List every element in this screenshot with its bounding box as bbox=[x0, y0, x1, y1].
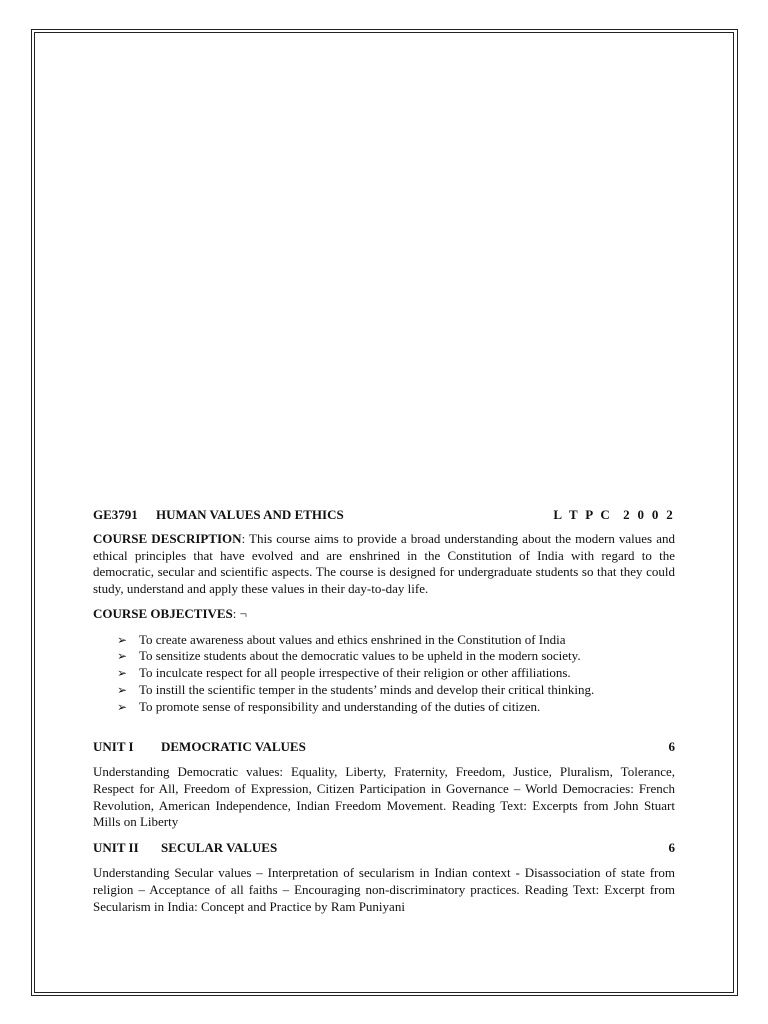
unit-1-title-block bbox=[93, 739, 306, 756]
objective-text: To inculcate respect for all people irrespective of their religion or other affiliations. bbox=[139, 665, 571, 681]
unit-2-title-block bbox=[93, 840, 277, 857]
unit-2-hours: 6 bbox=[668, 840, 675, 856]
objectives-list bbox=[93, 632, 675, 716]
unit-1-content: Understanding Democratic values: Equality, Liberty, Fraternity, Freedom, Justice, Pluralism, Tolerance, Respect for All, Freedom of Expression, Citizen Participation in Governance – World Democracies: French Revolution, American Independence, Indian Freedom Movement. Reading Text: Excerpts from John Stuart Mills on Liberty bbox=[93, 764, 675, 830]
arrow-bullet-icon: ➢ bbox=[117, 649, 128, 664]
objectives-heading bbox=[93, 606, 675, 623]
list-item bbox=[117, 648, 675, 665]
syllabus-content bbox=[93, 507, 675, 924]
list-item bbox=[117, 665, 675, 682]
arrow-bullet-icon: ➢ bbox=[117, 699, 128, 714]
unit-2-number: UNIT II bbox=[93, 840, 139, 856]
list-item bbox=[117, 632, 675, 649]
objectives-label: COURSE OBJECTIVES bbox=[93, 605, 233, 621]
unit-1-hours: 6 bbox=[668, 739, 675, 755]
course-code: GE3791 bbox=[93, 507, 138, 522]
course-ltpc: L T P C 2 0 0 2 bbox=[553, 507, 675, 522]
course-description bbox=[93, 531, 675, 598]
course-title-block bbox=[93, 507, 344, 524]
unit-2-header bbox=[93, 840, 675, 857]
course-description-text: : This course aims to provide a broad understanding about the modern values and ethical principles that have evolved and are enshrined in the Constitution of India with regard to the democratic, secular and scientific aspects. The course is designed for undergraduate students so that they could study, understand and apply these values in their day-to-day life. bbox=[93, 530, 675, 597]
unit-1-header bbox=[93, 739, 675, 756]
objective-text: To sensitize students about the democratic values to be upheld in the modern society. bbox=[139, 648, 581, 664]
arrow-bullet-icon: ➢ bbox=[117, 666, 128, 681]
course-header bbox=[93, 507, 675, 524]
course-description-label: COURSE DESCRIPTION bbox=[93, 530, 242, 546]
course-title: HUMAN VALUES AND ETHICS bbox=[156, 507, 344, 522]
unit-1-number: UNIT I bbox=[93, 739, 134, 755]
objectives-suffix: : ¬ bbox=[232, 605, 247, 621]
arrow-bullet-icon: ➢ bbox=[117, 632, 128, 647]
objective-text: To create awareness about values and ethics enshrined in the Constitution of India bbox=[139, 631, 566, 647]
unit-2-title: SECULAR VALUES bbox=[161, 840, 278, 856]
list-item bbox=[117, 699, 675, 716]
arrow-bullet-icon: ➢ bbox=[117, 682, 128, 697]
objective-text: To instill the scientific temper in the students’ minds and develop their critical thinking. bbox=[139, 681, 595, 697]
unit-2-content: Understanding Secular values – Interpretation of secularism in Indian context - Disassociation of state from religion – Acceptance of all faiths – Encouraging non-discriminatory practices. Reading Text: Excerpt from Secularism in India: Concept and Practice by Ram Puniyani bbox=[93, 865, 675, 914]
unit-1-title: DEMOCRATIC VALUES bbox=[161, 739, 306, 755]
list-item bbox=[117, 682, 675, 699]
objective-text: To promote sense of responsibility and understanding of the duties of citizen. bbox=[139, 698, 541, 714]
